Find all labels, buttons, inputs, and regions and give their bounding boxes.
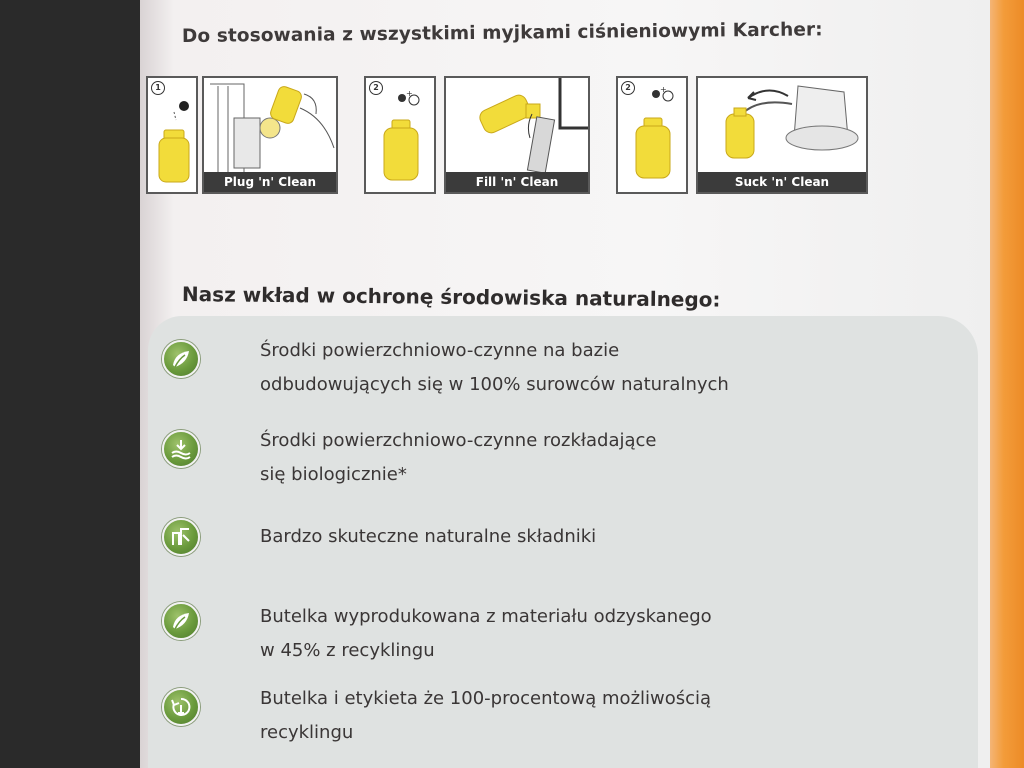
plug-illustration — [204, 78, 338, 174]
suck-illustration — [698, 78, 868, 174]
eco-item-line2: się biologicznie* — [260, 464, 407, 485]
bottle-cap-icon — [152, 96, 196, 186]
eco-item-line1: Bardzo skuteczne naturalne składniki — [260, 526, 597, 547]
usage-heading: Do stosowania z wszystkimi myjkami ciśnieniowymi Karcher: — [181, 19, 823, 47]
eco-item-line2: w 45% z recyklingu — [260, 640, 435, 661]
eco-item-text — [260, 600, 900, 668]
eco-item — [162, 682, 962, 743]
eco-item-text — [260, 424, 900, 492]
eco-item-line2: recyklingu — [260, 722, 354, 743]
step-number: 1 — [151, 81, 165, 95]
eco-heading: Nasz wkład w ochronę środowiska naturalnego: — [181, 282, 721, 312]
fill-illustration — [446, 78, 590, 174]
natural-ingredients-icon — [162, 518, 200, 556]
eco-item — [162, 596, 962, 661]
fill-n-clean-panel — [444, 76, 590, 194]
leaf-icon — [162, 602, 200, 640]
leaf-icon — [162, 340, 200, 378]
orange-label-band — [990, 0, 1024, 768]
eco-item — [162, 512, 962, 568]
plug-n-clean-panel — [202, 76, 338, 194]
eco-item-line1: Środki powierzchniowo-czynne rozkładające — [260, 430, 657, 451]
eco-benefits-box — [148, 316, 978, 768]
svg-text:+: + — [660, 85, 667, 94]
step-number: 2 — [621, 81, 635, 95]
panel-caption: Fill 'n' Clean — [446, 172, 588, 192]
biodegradable-icon — [162, 430, 200, 468]
eco-item-text — [260, 334, 900, 402]
step-panel-1 — [146, 76, 198, 194]
svg-text:+: + — [406, 89, 413, 98]
eco-item-line1: Środki powierzchniowo-czynne na bazie — [260, 340, 620, 361]
bottle-cap-icon — [624, 84, 684, 188]
eco-item — [162, 334, 962, 395]
eco-item-line1: Butelka i etykieta że 100-procentową możliwością — [260, 688, 712, 709]
eco-item-line2: odbudowujących się w 100% surowców naturalnych — [260, 374, 729, 395]
bottle-cap-icon — [372, 86, 432, 190]
eco-item-text — [260, 520, 900, 554]
panel-caption: Plug 'n' Clean — [204, 172, 336, 192]
step-number: 2 — [369, 81, 383, 95]
eco-item — [162, 424, 962, 485]
recycle-icon — [162, 688, 200, 726]
eco-item-text — [260, 682, 900, 750]
product-label — [140, 0, 990, 768]
step-panel-3 — [616, 76, 688, 194]
panel-caption: Suck 'n' Clean — [698, 172, 866, 192]
step-panel-2 — [364, 76, 436, 194]
eco-item-line1: Butelka wyprodukowana z materiału odzyskanego — [260, 606, 712, 627]
suck-n-clean-panel — [696, 76, 868, 194]
